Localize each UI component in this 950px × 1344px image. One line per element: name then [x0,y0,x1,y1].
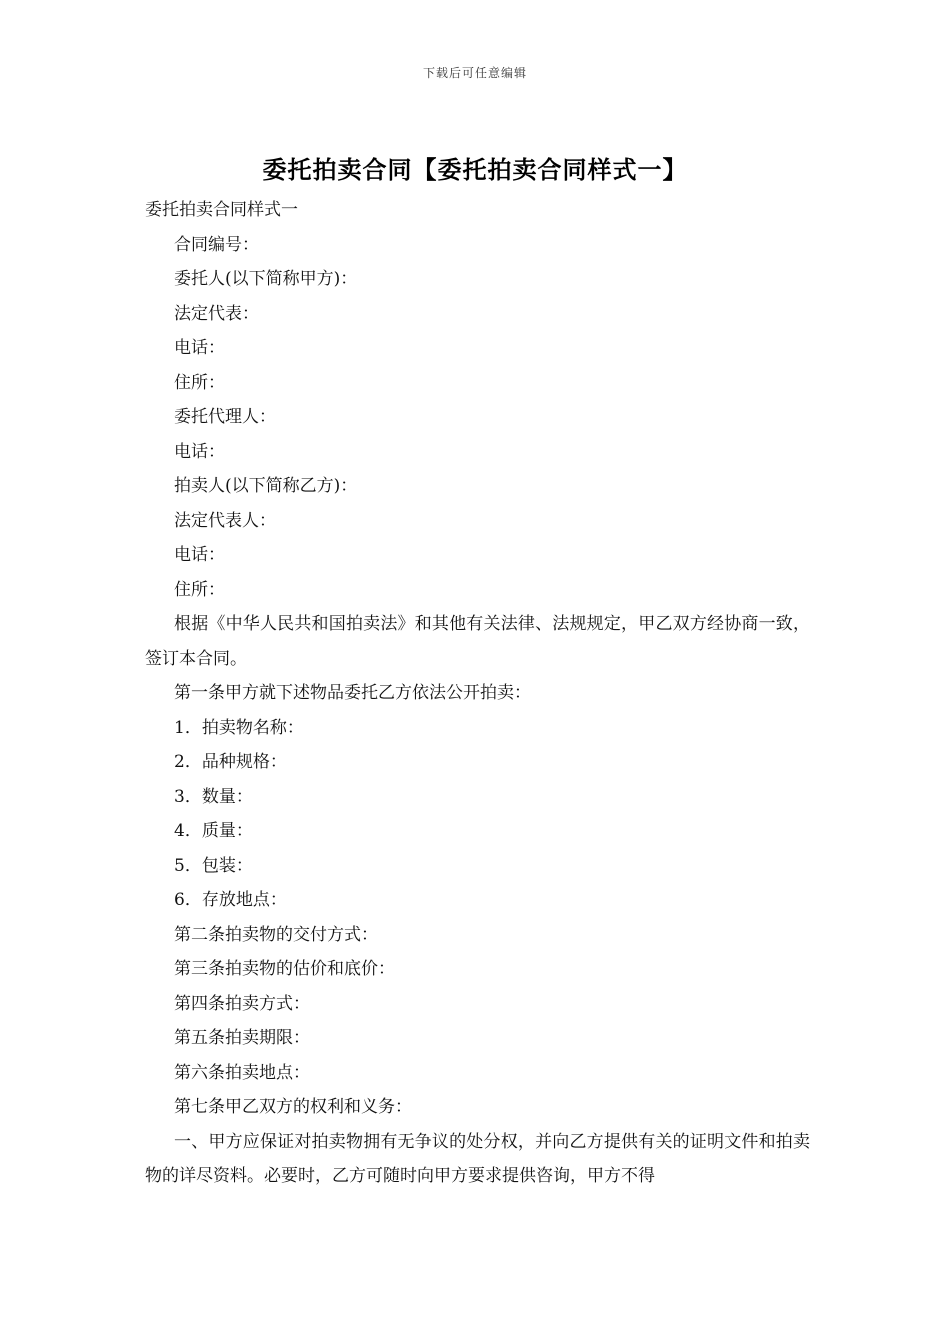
list-item: 1．拍卖物名称： [174,717,304,738]
field-address: 住所： [174,579,225,600]
list-item: 5．包装： [174,855,253,876]
field-phone: 电话： [174,545,225,565]
field-phone: 电话： [174,338,225,358]
article-heading: 第二条拍卖物的交付方式： [174,924,378,945]
article-heading: 第七条甲乙双方的权利和义务： [174,1097,412,1117]
clause-paragraph: 一、甲方应保证对拍卖物拥有无争议的处分权，并向乙方提供有关的证明文件和拍卖物的详尽资料。必要时，乙方可随时向甲方要求提供咨询，甲方不得 [145,1131,810,1186]
article-heading: 第四条拍卖方式： [174,993,310,1014]
preamble-paragraph: 根据《中华人民共和国拍卖法》和其他有关法律、法规规定，甲乙双方经协商一致，签订本合同。 [145,614,810,669]
article-heading: 第六条拍卖地点： [174,1062,310,1083]
field-auctioneer: 拍卖人(以下简称乙方)： [174,476,358,496]
field-phone: 电话： [174,441,225,462]
subtitle: 委托拍卖合同样式一 [145,200,298,220]
field-contract-no: 合同编号： [174,234,259,255]
field-address: 住所： [174,372,225,393]
list-item: 4．质量： [174,821,253,841]
article-heading: 第三条拍卖物的估价和底价： [174,959,395,979]
field-agent: 委托代理人： [174,407,276,427]
list-item: 3．数量： [174,786,253,807]
list-item: 6．存放地点： [174,890,287,910]
field-client: 委托人(以下简称甲方)： [174,269,358,289]
field-legal-rep: 法定代表： [174,303,259,324]
article-heading: 第一条甲方就下述物品委托乙方依法公开拍卖： [174,683,531,703]
article-heading: 第五条拍卖期限： [174,1028,310,1048]
header-note: 下载后可任意编辑 [422,66,527,80]
document-body [145,193,810,1194]
list-item: 2．品种规格： [174,752,287,772]
field-legal-rep: 法定代表人： [174,510,276,531]
document-title: 委托拍卖合同【委托拍卖合同样式一】 [262,155,688,184]
